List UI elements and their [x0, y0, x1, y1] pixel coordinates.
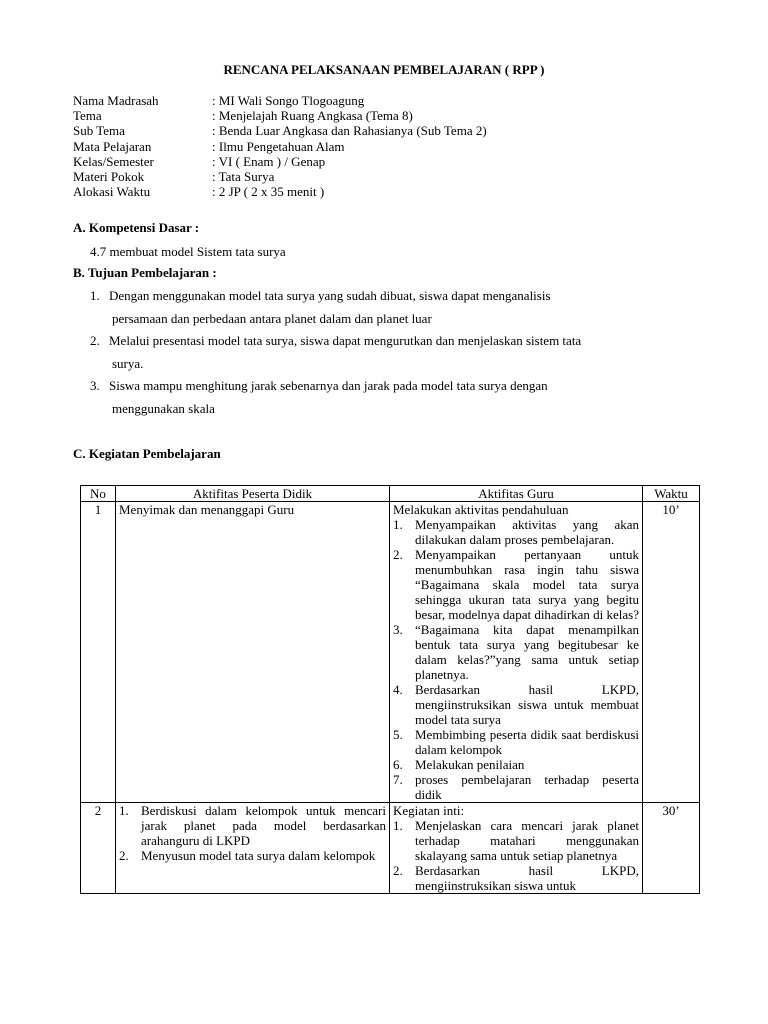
info-row	[73, 123, 487, 138]
info-value: : Menjelajah Ruang Angkasa (Tema 8)	[212, 108, 413, 124]
teacher-activity-cell	[390, 502, 643, 803]
info-label: Tema	[73, 108, 102, 124]
info-row	[73, 184, 487, 199]
student-activity-cell	[116, 502, 390, 803]
objective-number: 3.	[90, 378, 100, 393]
objective-number: 1.	[90, 288, 100, 303]
info-row	[73, 108, 487, 123]
teacher-activity-cell	[390, 803, 643, 894]
list-item: 2. Menyusun model tata surya dalam kelompok	[119, 848, 376, 863]
section-b-heading: B. Tujuan Pembelajaran :	[73, 265, 217, 280]
list-item: 6. Melakukan penilaian	[393, 757, 525, 772]
identity-block	[73, 93, 487, 199]
list-item: 2. Berdasarkan hasil LKPD, mengiinstruksikan siswa untuk	[393, 863, 639, 893]
table-row	[81, 502, 700, 803]
info-value: : Tata Surya	[212, 168, 275, 184]
info-value: : MI Wali Songo Tlogoagung	[212, 93, 365, 108]
info-value: : Benda Luar Angkasa dan Rahasianya (Sub Tema 2)	[212, 123, 487, 139]
list-item: 3. “Bagaimana kita dapat menampilkan bentuk tata surya yang begitubesar ke dalam kelas?”yang sama untuk setiap planetnya.	[393, 622, 639, 682]
section-c-heading: C. Kegiatan Pembelajaran	[73, 446, 221, 461]
header-student-activity: Aktifitas Peserta Didik	[116, 486, 390, 502]
list-item: 1. Menyampaikan aktivitas yang akan dilakukan dalam proses pembelajaran.	[393, 517, 639, 547]
header-time: Waktu	[643, 486, 700, 502]
list-item: 2. Menyampaikan pertanyaan untuk menumbuhkan rasa ingin tahu siswa “Bagaimana skala model tata surya sehingga ukuran tata surya yang begitu besar, modelnya dapat dihadirkan di kelas?	[393, 547, 640, 622]
row-number: 2	[81, 803, 116, 894]
student-activity-list	[119, 803, 386, 863]
list-item: 5. Membimbing peserta didik saat berdiskusi dalam kelompok	[393, 727, 639, 757]
info-label: Sub Tema	[73, 123, 125, 139]
list-item: 1. Berdiskusi dalam kelompok untuk mencari jarak planet pada model berdasarkan arahanguru di LKPD	[119, 803, 386, 848]
objective-text-cont: persamaan dan perbedaan antara planet dalam dan planet luar	[112, 310, 432, 326]
table-row	[81, 803, 700, 894]
section-a-heading: A. Kompetensi Dasar :	[73, 220, 200, 235]
competency-text: 4.7 membuat model Sistem tata surya	[90, 244, 286, 259]
student-activity-cell	[116, 803, 390, 894]
list-item: 4. Berdasarkan hasil LKPD, mengiinstruksikan siswa untuk membuat model tata surya	[393, 682, 639, 727]
info-value: : VI ( Enam ) / Genap	[212, 153, 326, 169]
teacher-activity-intro: Melakukan aktivitas pendahuluan	[393, 502, 569, 517]
teacher-activity-list	[393, 517, 639, 802]
list-item: 7. proses pembelajaran terhadap peserta didik	[393, 772, 639, 802]
objective-item	[90, 330, 690, 375]
list-item: 1. Menjelaskan cara mencari jarak planet terhadap matahari menggunakan skalayang sama untuk setiap planetnya	[393, 818, 639, 863]
document-title: RENCANA PELAKSANAAN PEMBELAJARAN ( RPP )	[223, 62, 545, 77]
header-no: No	[81, 486, 116, 502]
time-cell: 30’	[643, 803, 700, 894]
info-value: : Ilmu Pengetahuan Alam	[212, 138, 345, 154]
info-label: Kelas/Semester	[73, 153, 154, 169]
objective-text: Dengan menggunakan model tata surya yang sudah dibuat, siswa dapat menganalisis	[109, 288, 551, 303]
info-row	[73, 169, 487, 184]
teacher-activity-list	[393, 818, 639, 893]
info-row	[73, 154, 487, 169]
info-value: : 2 JP ( 2 x 35 menit )	[212, 184, 325, 200]
info-label: Nama Madrasah	[73, 93, 159, 108]
info-label: Materi Pokok	[73, 168, 145, 184]
objective-text: Melalui presentasi model tata surya, siswa dapat mengurutkan dan menjelaskan sistem tata	[109, 333, 582, 348]
activity-table	[80, 485, 700, 894]
objective-item	[90, 285, 690, 330]
objective-text-cont: menggunakan skala	[112, 400, 215, 416]
row-number: 1	[81, 502, 116, 803]
info-row	[73, 93, 487, 108]
info-label: Alokasi Waktu	[73, 184, 151, 200]
objective-text-cont: surya.	[112, 355, 144, 371]
table-header-row	[81, 486, 700, 502]
objective-item	[90, 375, 690, 420]
student-activity-text: Menyimak dan menanggapi Guru	[119, 502, 295, 517]
header-teacher-activity: Aktifitas Guru	[390, 486, 643, 502]
info-row	[73, 139, 487, 154]
objective-number: 2.	[90, 333, 100, 348]
time-cell: 10’	[643, 502, 700, 803]
teacher-activity-intro: Kegiatan inti:	[393, 803, 465, 818]
objective-text: Siswa mampu menghitung jarak sebenarnya dan jarak pada model tata surya dengan	[109, 378, 548, 393]
info-label: Mata Pelajaran	[73, 138, 152, 154]
